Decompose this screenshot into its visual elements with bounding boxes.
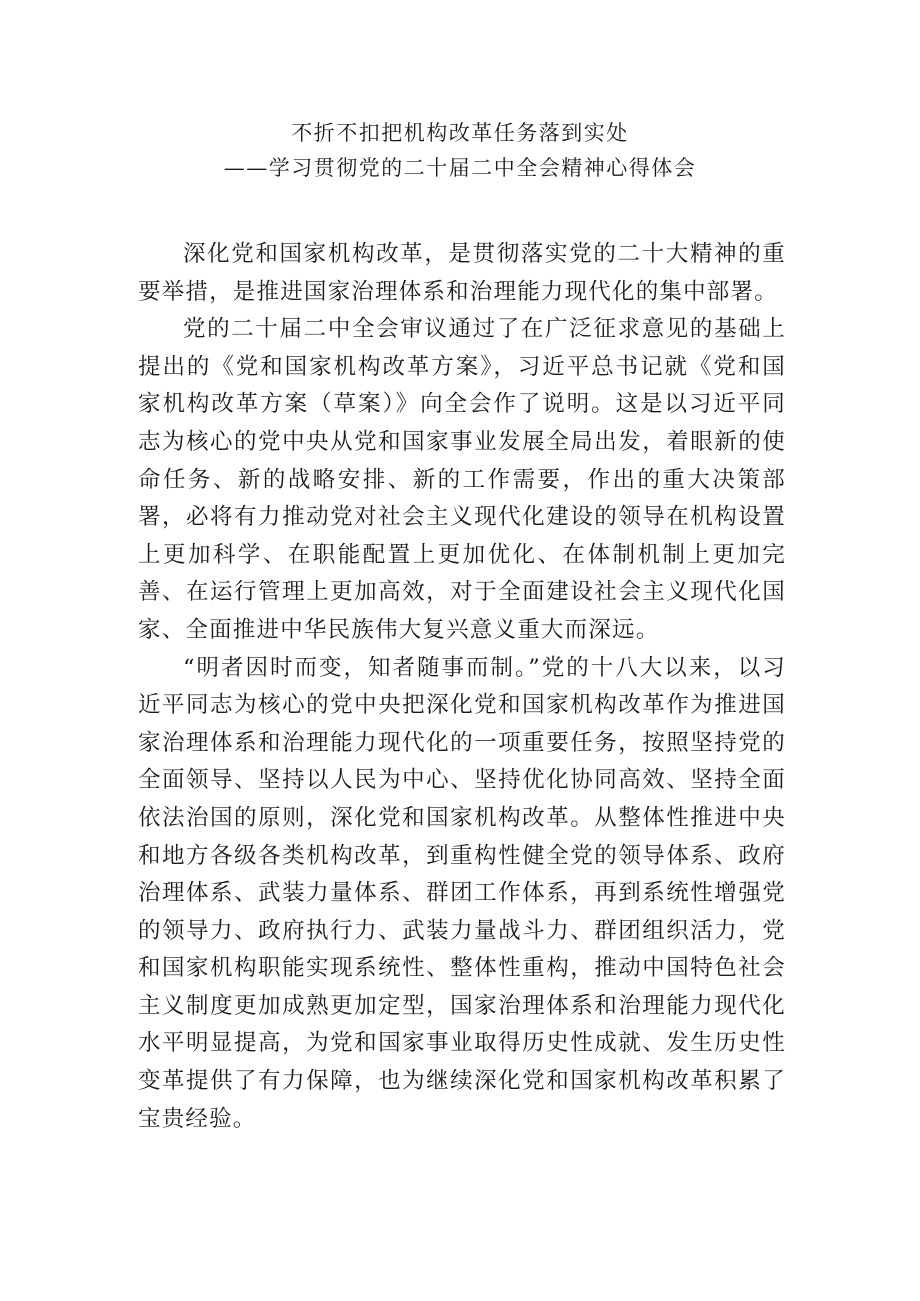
paragraph-2: 党的二十届二中全会审议通过了在广泛征求意见的基础上提出的《党和国家机构改革方案》，习近平总书记就《党和国家机构改革方案（草案）》向全会作了说明。这是以习近平同志为核心的党中央从党和国家事业发展全局出发，着眼新的使命任务、新的战略安排、新的工作需要，作出的重大决策部署，必将有力推动党对社会主义现代化建设的领导在机构设置上更加科学、在职能配置上更加优化、在体制机制上更加完善、在运行管理上更加高效，对于全面建设社会主义现代化国家、全面推进中华民族伟大复兴意义重大而深远。 <box>138 316 786 643</box>
document-title: 不折不扣把机构改革任务落到实处 <box>291 121 629 145</box>
document-subtitle: ——学习贯彻党的二十届二中全会精神心得体会 <box>223 156 697 180</box>
paragraph-1: 深化党和国家机构改革，是贯彻落实党的二十大精神的重要举措，是推进国家治理体系和治理能力现代化的集中部署。 <box>138 241 786 305</box>
document-body <box>138 236 786 1138</box>
title-block <box>140 116 780 186</box>
paragraph-3: “明者因时而变，知者随事而制。”党的十八大以来，以习近平同志为核心的党中央把深化党和国家机构改革作为推进国家治理体系和治理能力现代化的一项重要任务，按照坚持党的全面领导、坚持以人民为中心、坚持优化协同高效、坚持全面依法治国的原则，深化党和国家机构改革。从整体性推进中央和地方各级各类机构改革，到重构性健全党的领导体系、政府治理体系、武装力量体系、群团工作体系，再到系统性增强党的领导力、政府执行力、武装力量战斗力、群团组织活力，党和国家机构职能实现系统性、整体性重构，推动中国特色社会主义制度更加成熟更加定型，国家治理体系和治理能力现代化水平明显提高，为党和国家事业取得历史性成就、发生历史性变革提供了有力保障，也为继续深化党和国家机构改革积累了宝贵经验。 <box>138 654 786 1132</box>
